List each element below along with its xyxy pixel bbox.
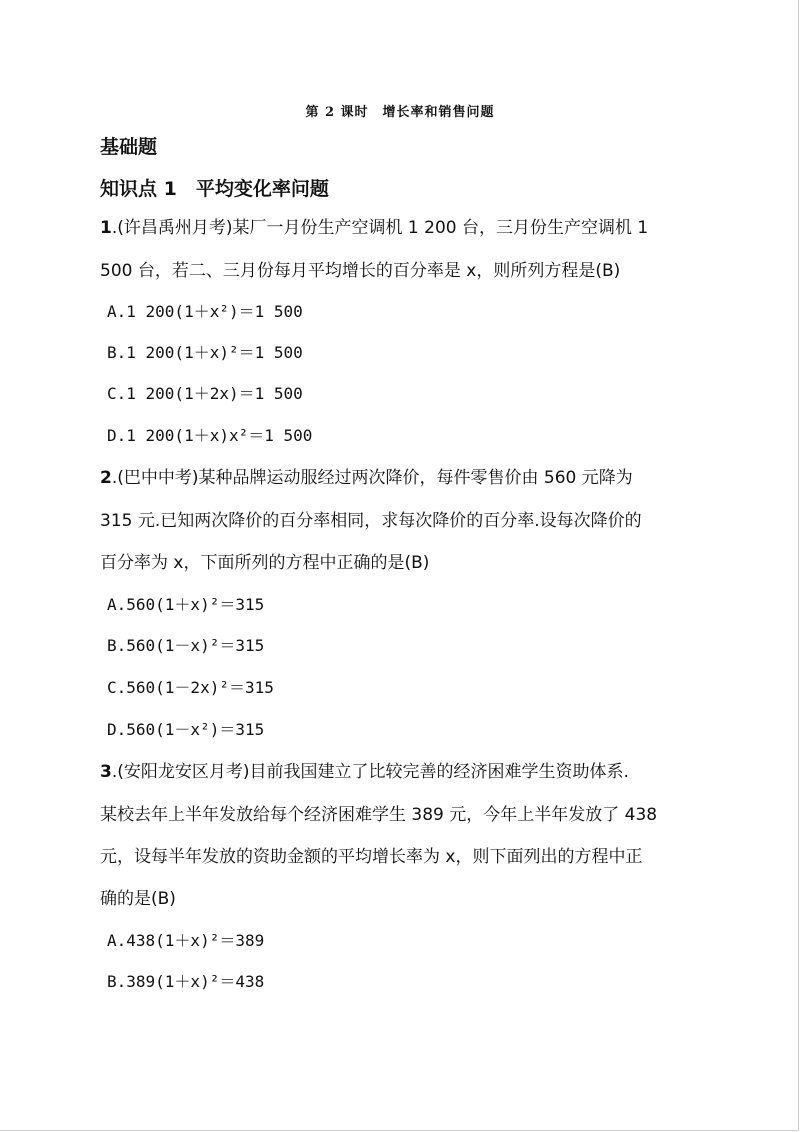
question-3-option-b: B.389(1＋x)²＝438 (107, 972, 265, 991)
question-2-option-a: A.560(1＋x)²＝315 (107, 595, 265, 614)
question-3-line-3: 元，设每半年发放的资助金额的平均增长率为 x，则下面列出的方程中正 (100, 847, 643, 867)
question-1-option-c: C.1 200(1＋2x)＝1 500 (107, 384, 303, 403)
question-2-option-b: B.560(1－x)²＝315 (107, 636, 265, 655)
question-2-option-d: D.560(1－x²)＝315 (107, 720, 265, 739)
topic-heading: 知识点 1 平均变化率问题 (100, 178, 329, 200)
question-1-line-1: 1.(许昌禹州月考)某厂一月份生产空调机 1 200 台，三月份生产空调机 1 (100, 218, 649, 238)
section-heading: 基础题 (100, 136, 158, 158)
question-2-number: 2 (100, 468, 112, 488)
question-1-option-a: A.1 200(1＋x²)＝1 500 (107, 302, 303, 321)
question-1-option-b: B.1 200(1＋x)²＝1 500 (107, 343, 303, 362)
question-3-option-a: A.438(1＋x)²＝389 (107, 931, 265, 950)
question-3-line-4: 确的是(B) (100, 889, 176, 909)
question-2-option-c: C.560(1－2x)²＝315 (107, 678, 274, 697)
question-1-option-d: D.1 200(1＋x)x²＝1 500 (107, 426, 313, 445)
question-3-line-1: 3.(安阳龙安区月考)目前我国建立了比较完善的经济困难学生资助体系. (100, 762, 629, 782)
question-2-line-1: 2.(巴中中考)某种品牌运动服经过两次降价，每件零售价由 560 元降为 (100, 468, 633, 488)
question-2-line-3: 百分率为 x，下面所列的方程中正确的是(B) (100, 553, 430, 573)
question-3-line-2: 某校去年上半年发放给每个经济困难学生 389 元，今年上半年发放了 438 (100, 805, 658, 825)
question-3-number: 3 (100, 762, 112, 782)
question-2-line-2: 315 元.已知两次降价的百分率相同，求每次降价的百分率.设每次降价的 (100, 511, 642, 531)
question-1-line-2: 500 台，若二、三月份每月平均增长的百分率是 x，则所列方程是(B) (100, 261, 621, 281)
lesson-title: 第 2 课时 增长率和销售问题 (305, 105, 495, 120)
question-1-number: 1 (100, 218, 112, 238)
